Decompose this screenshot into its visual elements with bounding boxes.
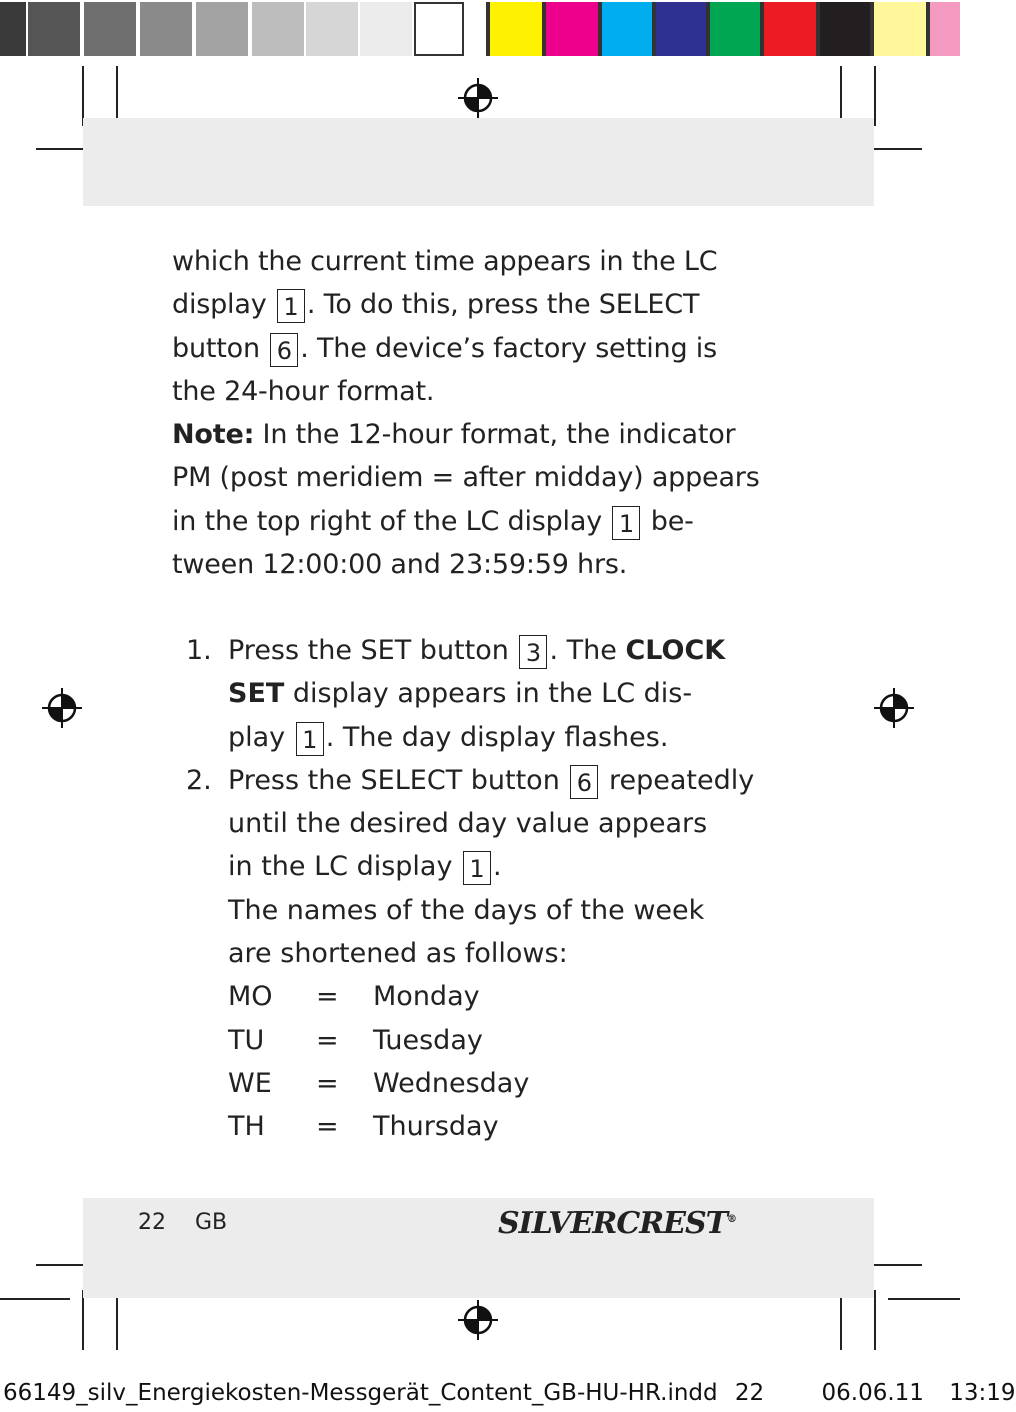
text-line xyxy=(228,672,754,715)
gray-swatch-3 xyxy=(140,2,192,56)
cyan-swatch xyxy=(602,2,652,56)
green-swatch xyxy=(710,2,760,56)
text-span: button xyxy=(172,332,260,364)
crop-mark xyxy=(874,1290,876,1350)
step-number: 1. xyxy=(186,635,212,666)
crop-mark xyxy=(874,66,876,126)
day-abbreviation-table xyxy=(228,975,754,1148)
text-span: . To do this, press the SELECT xyxy=(306,289,700,321)
text-span: . The xyxy=(549,635,626,666)
pink-swatch xyxy=(930,2,960,56)
blue-swatch xyxy=(656,2,706,56)
note-label: Note: xyxy=(172,419,255,451)
text-span: until the desired day value appears xyxy=(228,808,708,840)
gray-swatch-0 xyxy=(0,2,26,56)
ref-box: 1 xyxy=(277,289,305,323)
text-span: PM (post meridiem = after midday) appears xyxy=(172,462,760,494)
text-span: which the current time appears in the LC xyxy=(172,246,718,277)
text-line xyxy=(172,370,760,413)
text-span: in the LC display xyxy=(228,851,453,883)
bold-text: SET xyxy=(228,678,285,710)
step-1 xyxy=(172,629,754,759)
ref-box: 1 xyxy=(463,851,491,885)
registration-mark-icon xyxy=(874,688,914,728)
day-abbr: TU xyxy=(228,1024,265,1056)
text-line xyxy=(228,889,754,932)
slug-date: 06.06.11 xyxy=(821,1380,924,1406)
text-line xyxy=(228,845,754,888)
text-span: be- xyxy=(642,505,694,537)
day-abbr: TH xyxy=(228,1111,265,1143)
ref-box: 1 xyxy=(296,722,324,756)
text-span: Press the SET button xyxy=(228,635,509,666)
registration-mark-icon xyxy=(42,688,82,728)
slug-page: 22 xyxy=(734,1380,765,1406)
text-line xyxy=(172,500,760,543)
registered-mark: ® xyxy=(726,1214,736,1225)
day-name: Thursday xyxy=(373,1111,499,1143)
equals-sign: = xyxy=(316,1024,339,1056)
text-span: play xyxy=(228,721,286,753)
day-abbr: MO xyxy=(228,981,273,1013)
text-line xyxy=(228,629,754,672)
text-span: tween 12:00:00 and 23:59:59 hrs. xyxy=(172,549,628,581)
text-span: . The day display flashes. xyxy=(325,721,669,753)
equals-sign: = xyxy=(316,1067,339,1099)
red-swatch xyxy=(764,2,816,56)
day-row xyxy=(228,1062,754,1105)
crop-mark xyxy=(116,66,118,126)
text-span: . xyxy=(493,851,502,883)
light-yellow-swatch xyxy=(874,2,926,56)
brand-logo xyxy=(498,1206,736,1241)
equals-sign: = xyxy=(316,1111,339,1143)
print-slug xyxy=(3,1380,1016,1406)
text-line xyxy=(228,759,754,802)
equals-sign: = xyxy=(316,981,339,1013)
crop-mark xyxy=(888,1298,960,1300)
steps-list xyxy=(172,629,754,1149)
step-2 xyxy=(172,759,754,1149)
gray-swatch-8 xyxy=(414,2,464,56)
crop-mark xyxy=(82,66,84,126)
magenta-swatch xyxy=(546,2,598,56)
slug-time: 13:19 xyxy=(949,1380,1016,1406)
logo-text: SILVER xyxy=(498,1206,617,1241)
day-row xyxy=(228,1105,754,1148)
gray-swatch-7 xyxy=(360,2,412,56)
registration-mark-icon xyxy=(458,78,498,118)
text-span: in the top right of the LC display xyxy=(172,505,602,537)
text-line xyxy=(172,240,760,283)
day-name: Monday xyxy=(373,981,480,1013)
language-code: GB xyxy=(195,1210,228,1235)
gray-swatch-5 xyxy=(252,2,304,56)
text-line xyxy=(172,456,760,499)
black-swatch xyxy=(820,2,870,56)
step-number: 2. xyxy=(186,764,212,796)
page-number: 22 xyxy=(138,1210,166,1235)
crop-mark xyxy=(840,1290,842,1350)
slug-filename: 66149_silv_Energiekosten-Messgerät_Content_GB-HU-HR.indd xyxy=(3,1380,718,1406)
crop-mark xyxy=(82,1290,84,1350)
text-line xyxy=(228,932,754,975)
crop-mark xyxy=(116,1290,118,1350)
gray-swatch-6 xyxy=(306,2,358,56)
text-line xyxy=(172,413,760,456)
text-span: the 24-hour format. xyxy=(172,375,435,407)
text-line xyxy=(172,283,760,326)
crop-mark xyxy=(0,1298,70,1300)
text-line xyxy=(172,327,760,370)
gray-swatch-2 xyxy=(84,2,136,56)
gray-swatch-4 xyxy=(196,2,248,56)
text-line xyxy=(228,716,754,759)
text-span: The names of the days of the week xyxy=(228,894,705,926)
text-span: display appears in the LC dis- xyxy=(284,678,693,710)
day-row xyxy=(228,975,754,1018)
text-span: In the 12-hour format, the indicator xyxy=(254,419,736,451)
text-line xyxy=(228,802,754,845)
crop-mark xyxy=(840,66,842,126)
text-span: display xyxy=(172,289,267,321)
ref-box: 6 xyxy=(570,765,598,799)
body-paragraph xyxy=(172,240,760,586)
logo-text: CREST xyxy=(616,1206,727,1241)
text-span: Press the SELECT button xyxy=(228,764,560,796)
bold-text: CLOCK xyxy=(625,635,726,666)
registration-mark-icon xyxy=(458,1300,498,1340)
ref-box: 1 xyxy=(612,506,640,540)
ref-box: 6 xyxy=(270,333,298,367)
text-span: repeatedly xyxy=(600,764,755,796)
day-row xyxy=(228,1019,754,1062)
day-name: Wednesday xyxy=(373,1067,530,1099)
day-abbr: WE xyxy=(228,1067,272,1099)
gray-swatch-1 xyxy=(28,2,80,56)
text-line xyxy=(172,543,760,586)
day-name: Tuesday xyxy=(373,1024,483,1056)
yellow-swatch xyxy=(490,2,542,56)
text-span: . The device’s factory setting is xyxy=(300,332,717,364)
header-band xyxy=(83,118,874,206)
text-span: are shortened as follows: xyxy=(228,938,568,970)
ref-box: 3 xyxy=(519,635,547,669)
